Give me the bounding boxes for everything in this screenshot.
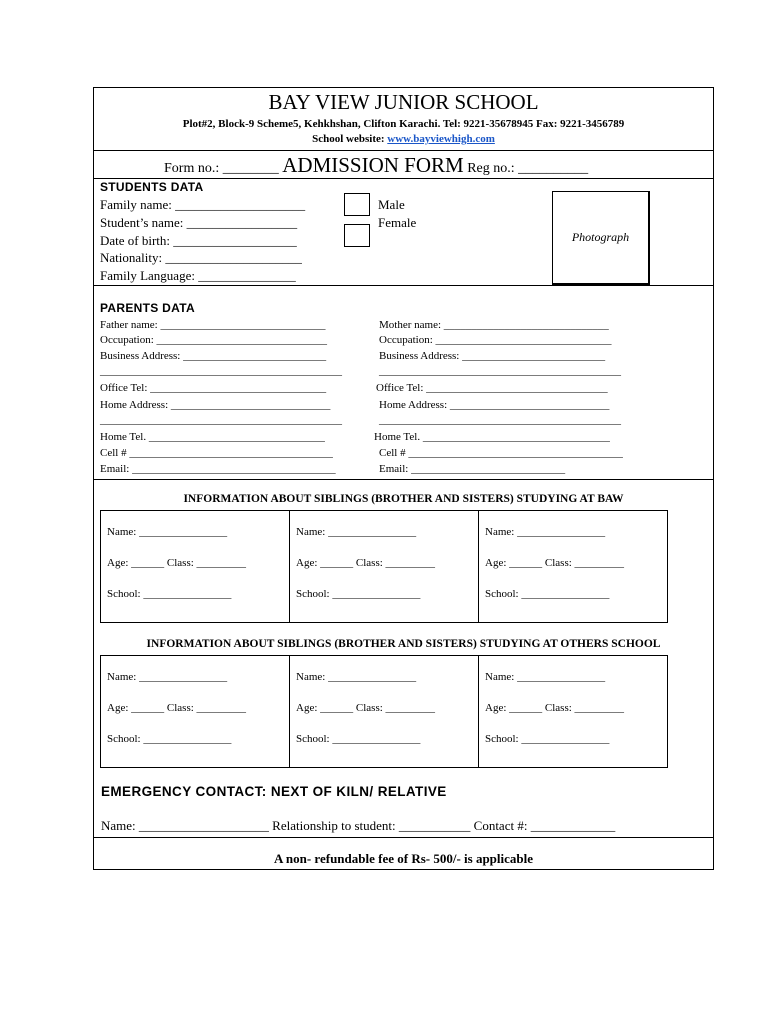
siblings-other-table <box>100 655 668 768</box>
sibling-school-field[interactable]: School: ________________ <box>485 733 610 745</box>
sibling-school-field[interactable]: School: ________________ <box>485 588 610 600</box>
siblings-baw-title: INFORMATION ABOUT SIBLINGS (BROTHER AND SISTERS) STUDYING AT BAW <box>183 493 624 505</box>
sibling-name-field[interactable]: Name: ________________ <box>107 526 228 538</box>
divider <box>94 178 713 179</box>
sibling-school-field[interactable]: School: ________________ <box>107 733 232 745</box>
father-business-address-line2[interactable]: ____________________________________________ <box>100 365 342 377</box>
sibling-cell <box>479 511 667 622</box>
female-label: Female <box>378 215 417 230</box>
sibling-name-field[interactable]: Name: ________________ <box>296 526 417 538</box>
sibling-age-class-field[interactable]: Age: ______ Class: _________ <box>296 557 436 569</box>
school-website <box>94 133 713 145</box>
male-label: Male <box>378 197 405 212</box>
emergency-contact-title: EMERGENCY CONTACT: NEXT OF KILN/ RELATIVE <box>101 784 447 799</box>
photograph-label: Photograph <box>571 230 630 244</box>
sibling-name-field[interactable]: Name: ________________ <box>107 671 228 683</box>
mother-home-tel-field[interactable]: Home Tel. __________________________________ <box>374 431 610 443</box>
father-home-address-field[interactable]: Home Address: _____________________________ <box>100 399 331 411</box>
father-email-field[interactable]: Email: _____________________________________ <box>100 463 336 475</box>
mother-email-field[interactable]: Email: ____________________________ <box>379 463 566 475</box>
date-of-birth-field[interactable]: Date of birth: ___________________ <box>100 233 297 248</box>
mother-office-tel-field[interactable]: Office Tel: _________________________________ <box>376 382 608 394</box>
family-language-field[interactable]: Family Language: _______________ <box>100 268 296 283</box>
divider <box>94 479 713 480</box>
father-office-tel-field[interactable]: Office Tel: ________________________________ <box>100 382 327 394</box>
sibling-age-class-field[interactable]: Age: ______ Class: _________ <box>485 702 625 714</box>
divider <box>94 837 713 838</box>
mother-name-field[interactable]: Mother name: ______________________________ <box>379 319 609 331</box>
school-name: BAY VIEW JUNIOR SCHOOL <box>268 90 539 114</box>
sibling-name-field[interactable]: Name: ________________ <box>485 671 606 683</box>
father-occupation-field[interactable]: Occupation: _______________________________ <box>100 334 328 346</box>
father-home-tel-field[interactable]: Home Tel. ________________________________ <box>100 431 325 443</box>
sibling-age-class-field[interactable]: Age: ______ Class: _________ <box>107 557 247 569</box>
sibling-name-field[interactable]: Name: ________________ <box>485 526 606 538</box>
mother-cell-field[interactable]: Cell # _______________________________________ <box>379 447 623 459</box>
father-home-address-line2[interactable]: ____________________________________________ <box>100 414 342 426</box>
sibling-age-class-field[interactable]: Age: ______ Class: _________ <box>485 557 625 569</box>
divider <box>94 285 713 286</box>
student-name-field[interactable]: Student’s name: _________________ <box>100 215 298 230</box>
mother-business-address-line2[interactable]: ____________________________________________ <box>379 365 621 377</box>
website-label: School website: <box>312 133 388 145</box>
father-name-field[interactable]: Father name: ______________________________ <box>100 319 326 331</box>
mother-business-address-field[interactable]: Business Address: __________________________ <box>379 350 606 362</box>
nationality-field[interactable]: Nationality: _____________________ <box>100 250 302 265</box>
divider <box>94 150 713 151</box>
siblings-baw-table <box>100 510 668 623</box>
mother-home-address-line2[interactable]: ____________________________________________ <box>379 414 621 426</box>
reg-no-field[interactable]: Reg no.: __________ <box>467 161 589 176</box>
sibling-age-class-field[interactable]: Age: ______ Class: _________ <box>107 702 247 714</box>
fee-note: A non- refundable fee of Rs- 500/- is applicable <box>273 851 534 866</box>
family-name-field[interactable]: Family name: ____________________ <box>100 197 306 212</box>
sibling-cell <box>479 656 667 767</box>
students-section-title: STUDENTS DATA <box>100 180 204 194</box>
photograph-box[interactable] <box>552 191 650 285</box>
sibling-school-field[interactable]: School: ________________ <box>107 588 232 600</box>
father-business-address-field[interactable]: Business Address: __________________________ <box>100 350 327 362</box>
website-link[interactable]: www.bayviewhigh.com <box>387 133 495 145</box>
sibling-cell <box>290 656 479 767</box>
admission-form <box>93 87 714 870</box>
sibling-cell <box>101 656 290 767</box>
form-no-field[interactable]: Form no.: ________ <box>164 161 279 176</box>
sibling-school-field[interactable]: School: ________________ <box>296 733 421 745</box>
female-checkbox[interactable] <box>344 224 370 247</box>
form-title: ADMISSION FORM <box>282 153 464 177</box>
form-title-row <box>164 153 588 178</box>
male-checkbox[interactable] <box>344 193 370 216</box>
emergency-contact-fields[interactable]: Name: ____________________ Relationship to student: ___________ Contact #: _____________ <box>101 818 616 833</box>
father-cell-field[interactable]: Cell # _____________________________________ <box>100 447 333 459</box>
mother-occupation-field[interactable]: Occupation: ________________________________ <box>379 334 612 346</box>
sibling-age-class-field[interactable]: Age: ______ Class: _________ <box>296 702 436 714</box>
parents-section-title: PARENTS DATA <box>100 301 195 315</box>
sibling-cell <box>101 511 290 622</box>
siblings-other-title: INFORMATION ABOUT SIBLINGS (BROTHER AND SISTERS) STUDYING AT OTHERS SCHOOL <box>146 638 661 650</box>
sibling-name-field[interactable]: Name: ________________ <box>296 671 417 683</box>
sibling-school-field[interactable]: School: ________________ <box>296 588 421 600</box>
sibling-cell <box>290 511 479 622</box>
mother-home-address-field[interactable]: Home Address: _____________________________ <box>379 399 610 411</box>
school-address: Plot#2, Block-9 Scheme5, Kehkhshan, Clifton Karachi. Tel: 9221-35678945 Fax: 9221-3456789 <box>182 118 625 130</box>
